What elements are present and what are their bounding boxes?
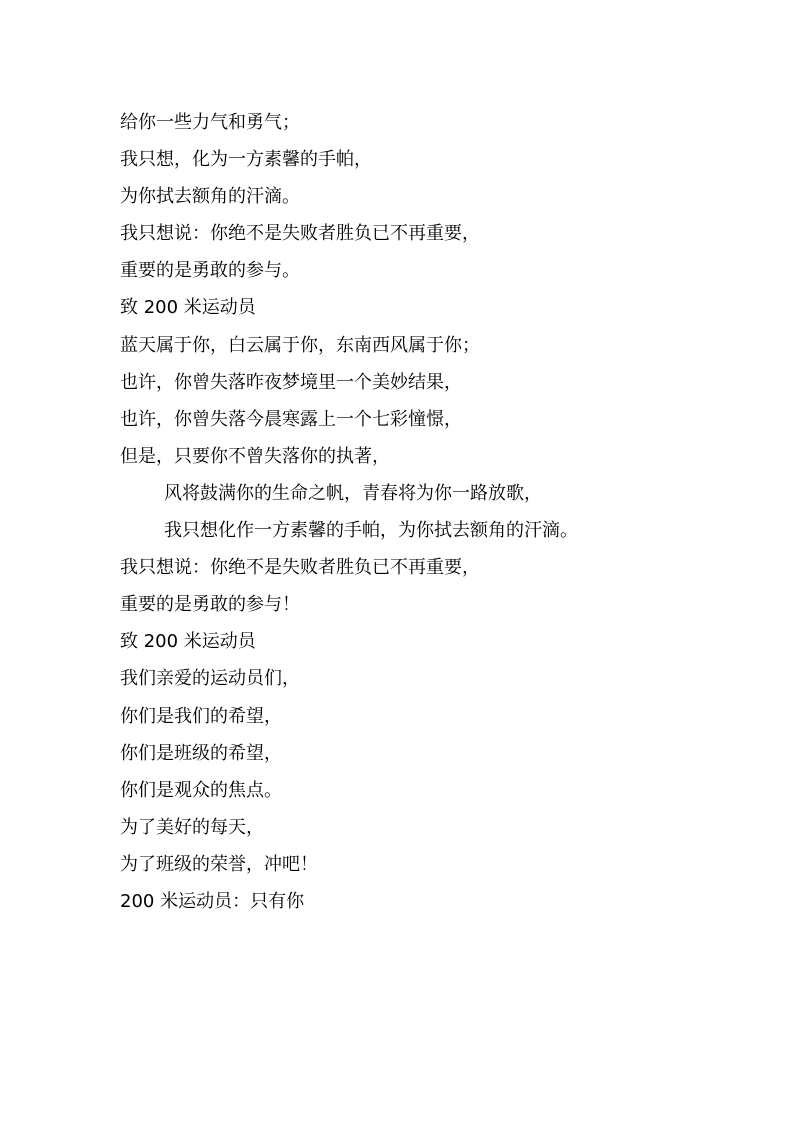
text-line: 我只想化作一方素馨的手帕，为你拭去额角的汗滴。 xyxy=(164,520,578,542)
text-line: 我只想说：你绝不是失败者胜负已不再重要， xyxy=(120,557,480,579)
text-line: 为了美好的每天， xyxy=(120,816,264,838)
text-line: 重要的是勇敢的参与。 xyxy=(120,260,300,282)
section-heading: 200 米运动员：只有你 xyxy=(120,890,305,912)
text-line: 你们是我们的希望， xyxy=(120,705,282,727)
text-line: 风将鼓满你的生命之帆，青春将为你一路放歌， xyxy=(164,482,542,504)
text-line: 也许，你曾失落昨夜梦境里一个美妙结果， xyxy=(120,371,462,393)
document-body xyxy=(120,104,740,920)
text-line: 给你一些力气和勇气； xyxy=(120,112,300,133)
text-line: 为你拭去额角的汗滴。 xyxy=(120,186,300,208)
section-heading: 致 200 米运动员 xyxy=(120,631,256,653)
text-line: 我只想，化为一方素馨的手帕， xyxy=(120,149,372,171)
text-line: 你们是班级的希望， xyxy=(120,742,282,764)
text-line: 你们是观众的焦点。 xyxy=(120,779,282,801)
text-line: 也许，你曾失落今晨寒露上一个七彩憧憬， xyxy=(120,408,462,430)
text-line: 我只想说：你绝不是失败者胜负已不再重要， xyxy=(120,223,480,245)
section-heading: 致 200 米运动员 xyxy=(120,297,256,319)
text-line: 但是，只要你不曾失落你的执著， xyxy=(120,445,390,467)
text-line: 蓝天属于你，白云属于你，东南西风属于你； xyxy=(120,334,480,356)
text-line: 我们亲爱的运动员们， xyxy=(120,668,300,690)
text-line: 重要的是勇敢的参与！ xyxy=(120,594,300,616)
text-line: 为了班级的荣誉，冲吧！ xyxy=(120,853,318,875)
